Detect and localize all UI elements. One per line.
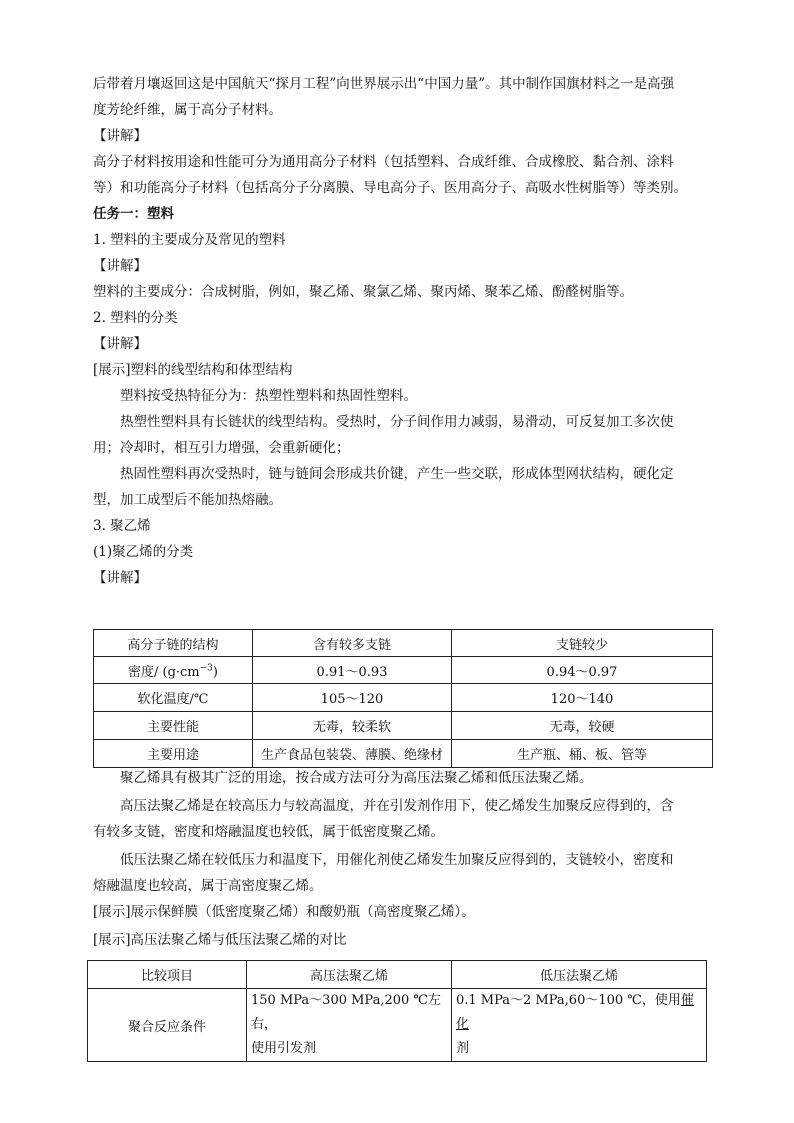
paragraph-line: 高压法聚乙烯是在较高压力与较高温度，并在引发剂作用下，使乙烯发生加聚反应得到的，含 [120,798,674,814]
show-label: [展示]塑料的线型结构和体型结构 [93,362,293,378]
cell-text: 0.1 MPa～2 MPa,60～100 ℃，使用 [456,993,681,1008]
show-label: [展示]高压法聚乙烯与低压法聚乙烯的对比 [93,932,347,948]
table-cell: 0.91～0.93 [253,657,452,684]
section-heading: 1. 塑料的主要成分及常见的塑料 [93,232,286,248]
paragraph-line: 后带着月壤返回这是中国航天“探月工程”向世界展示出“中国力量”。其中制作国旗材料之一是高强 [93,76,675,92]
paragraph-line: 热塑性塑料具有长链状的线型结构。受热时，分子间作用力减弱，易滑动，可反复加工多次使 [120,414,674,430]
paragraph-line: 热固性塑料再次受热时，链与链间会形成共价键，产生一些交联，形成体型网状结构，硬化定 [120,466,674,482]
paragraph-line: 塑料按受热特征分为：热塑性塑料和热固性塑料。 [120,388,417,404]
cell-line: 使用引发剂 [251,1041,317,1056]
table-row [94,712,713,740]
paragraph-line: 塑料的主要成分：合成树脂，例如，聚乙烯、聚氯乙烯、聚丙烯、聚苯乙烯、酚醛树脂等。 [93,284,633,300]
section-label-jiangjie: 【讲解】 [93,258,147,274]
table-cell: 含有较多支链 [253,630,452,657]
table-cell: 高分子链的结构 [94,630,253,657]
table-cell [94,657,253,684]
table-cell: 105～120 [253,684,452,712]
section-label-jiangjie: 【讲解】 [93,128,147,144]
table-row [94,740,713,768]
table-cell: 比较项目 [88,961,247,989]
table-cell [247,989,452,1062]
table-row [94,684,713,712]
section-label-jiangjie: 【讲解】 [93,336,147,352]
table-row [88,961,707,989]
table-cell: 120～140 [452,684,713,712]
table-cell: 低压法聚乙烯 [452,961,707,989]
paragraph-line: 等）和功能高分子材料（包括高分子分离膜、导电高分子、医用高分子、高吸水性树脂等）等类别。 [93,180,687,196]
paragraph-line: 低压法聚乙烯在较低压力和温度下，用催化剂使乙烯发生加聚反应得到的，支链较小，密度和 [120,852,674,868]
cell-text-underlined: 催化 [456,993,694,1032]
polyethylene-classification-table [93,629,713,768]
paragraph-line: 用；冷却时，相互引力增强，会重新硬化； [93,440,350,456]
table-row [94,657,713,684]
paragraph-line: 有较多支链，密度和熔融温度也较低，属于低密度聚乙烯。 [93,824,444,840]
table-cell: 无毒，较硬 [452,712,713,740]
table-cell: 主要性能 [94,712,253,740]
paragraph-line: 高分子材料按用途和性能可分为通用高分子材料（包括塑料、合成纤维、合成橡胶、黏合剂、涂料 [93,154,674,170]
section-heading: 2. 塑料的分类 [93,310,178,326]
table-cell: 生产瓶、桶、板、管等 [452,740,713,768]
show-label: [展示]展示保鲜膜（低密度聚乙烯）和酸奶瓶（高密度聚乙烯）。 [93,904,475,920]
task-heading: 任务一：塑料 [93,206,174,222]
table-row [88,989,707,1062]
section-heading: 3. 聚乙烯 [93,518,151,534]
table-cell: 聚合反应条件 [88,989,247,1062]
density-label: 密度/ (g·cm [127,664,200,680]
table-cell: 软化温度/℃ [94,684,253,712]
paragraph-line: 聚乙烯具有极其广泛的用途，按合成方法可分为高压法聚乙烯和低压法聚乙烯。 [120,770,593,786]
density-close: ) [212,664,218,680]
paragraph-line: 度芳纶纤维，属于高分子材料。 [93,102,282,118]
polyethylene-comparison-table [87,960,707,1062]
table-cell: 主要用途 [94,740,253,768]
table-cell: 支链较少 [452,630,713,657]
cell-line: 剂 [456,1041,470,1056]
table-cell [452,989,707,1062]
density-exponent: −3 [199,663,213,674]
table-row [94,630,713,657]
table-cell: 生产食品包装袋、薄膜、绝缘材 [253,740,452,768]
paragraph-line: 型，加工成型后不能加热熔融。 [93,492,282,508]
cell-line: 150 MPa～300 MPa,200 ℃左右， [251,993,441,1032]
subsection-heading: (1)聚乙烯的分类 [93,544,194,560]
table-cell: 0.94～0.97 [452,657,713,684]
cell-line [456,989,702,1037]
table-cell: 无毒，较柔软 [253,712,452,740]
paragraph-line: 熔融温度也较高，属于高密度聚乙烯。 [93,878,323,894]
section-label-jiangjie: 【讲解】 [93,570,147,586]
table-cell: 高压法聚乙烯 [247,961,452,989]
